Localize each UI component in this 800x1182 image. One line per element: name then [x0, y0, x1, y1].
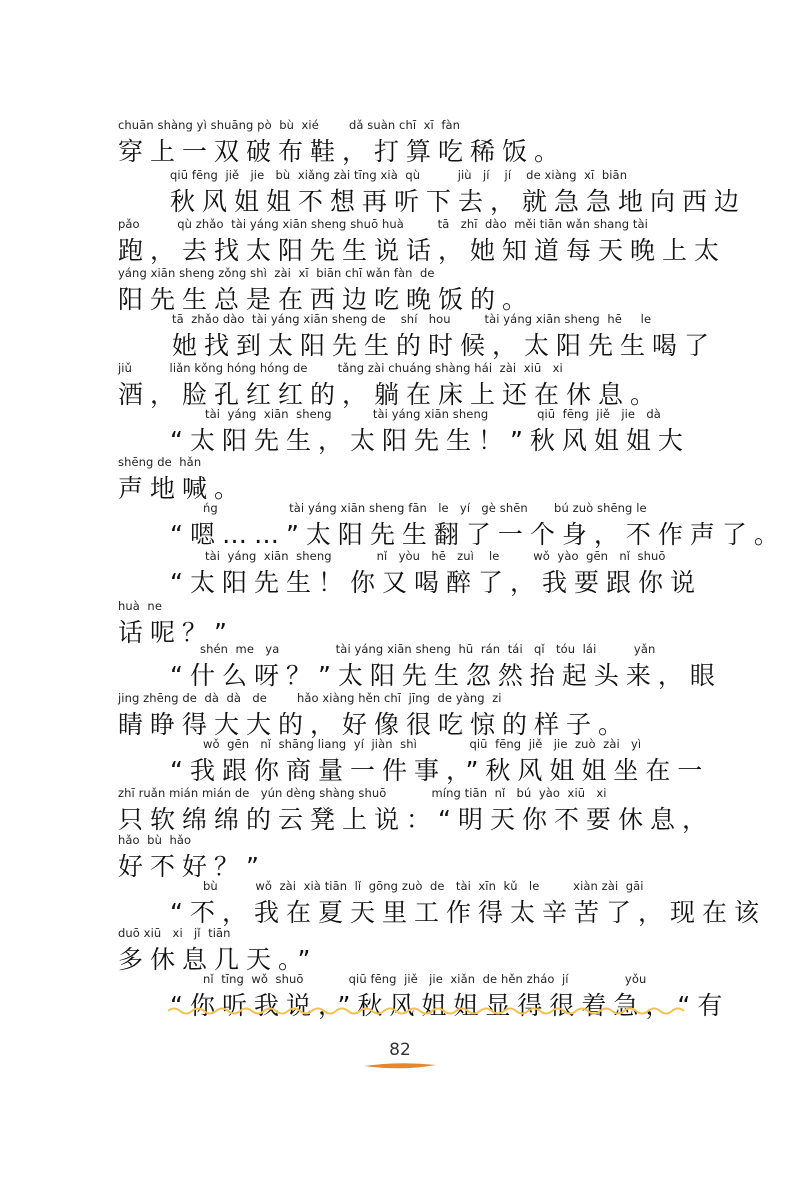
wavy-underline-decoration — [168, 1004, 688, 1018]
pinyin: wǒ gēn nǐ shāng liang yí jiàn shì qiū fēng jiě jie zuò zài yì — [203, 737, 642, 751]
hanzi: 她找到太阳先生的时候，太阳先生喝了 — [172, 331, 717, 360]
pinyin: nǐ tīng wǒ shuō qiū fēng jiě jie xiǎn de hěn zháo jí yǒu — [203, 972, 647, 986]
pinyin: tài yáng xiān sheng nǐ yòu hē zuì le wǒ yào gēn nǐ shuō — [205, 549, 666, 563]
pinyin: zhī ruǎn mián mián de yún dèng shàng shuō míng tiān nǐ bú yào xiū xi — [118, 786, 607, 800]
pinyin: tài yáng xiān sheng tài yáng xiān sheng qiū fēng jiě jie dà — [205, 407, 661, 421]
pinyin: jing zhēng de dà dà de hǎo xiàng hěn chī jīng de yàng zi — [118, 691, 502, 705]
hanzi: “我跟你商量一件事，”秋风姐姐坐在一 — [170, 756, 710, 785]
hanzi: “你听我说，”秋风姐姐显得很着急，“有 — [170, 991, 730, 1020]
hanzi: “太阳先生，太阳先生！”秋风姐姐大 — [170, 426, 690, 455]
hanzi: 秋风姐姐不想再听下去，就急急地向西边 — [170, 187, 747, 216]
hanzi: 好不好？” — [118, 852, 266, 881]
pinyin: hǎo bù hǎo — [118, 833, 192, 847]
pinyin: duō xiū xi jǐ tiān — [118, 926, 231, 940]
pinyin: qiū fēng jiě jie bù xiǎng zài tīng xià qù jiù jí jí de xiàng xī biān — [170, 168, 628, 182]
pinyin: shén me ya tài yáng xiān sheng hū rán tái qǐ tóu lái yǎn — [200, 642, 656, 656]
pinyin: chuān shàng yì shuāng pò bù xié dǎ suàn chī xī fàn — [118, 118, 461, 132]
hanzi: “太阳先生！你又喝醉了，我要跟你说 — [170, 568, 702, 597]
hanzi: 声地喊。 — [118, 474, 247, 503]
hanzi: 跑，去找太阳先生说话，她知道每天晚上太 — [118, 236, 727, 265]
hanzi: 多休息几天。” — [118, 945, 318, 974]
pinyin: ńg tài yáng xiān sheng fān le yí gè shēn bú zuò shēng le — [203, 501, 647, 515]
hanzi: 只软绵绵的云凳上说：“明天你不要休息， — [118, 805, 714, 834]
page-number: 82 — [389, 1040, 411, 1060]
pinyin: yáng xiān sheng zǒng shì zài xī biān chī wǎn fàn de — [118, 266, 435, 280]
hanzi: 阳先生总是在西边吃晚饭的。 — [118, 285, 535, 314]
hanzi: 穿上一双破布鞋，打算吃稀饭。 — [118, 137, 567, 166]
pinyin: shēng de hǎn — [118, 455, 202, 469]
pinyin: huà ne — [118, 599, 162, 613]
hanzi: 睛睁得大大的，好像很吃惊的样子。 — [118, 710, 631, 739]
hanzi: 酒，脸孔红红的，躺在床上还在休息。 — [118, 380, 663, 409]
hanzi: “不，我在夏天里工作得太辛苦了，现在该 — [170, 898, 766, 927]
pinyin: pǎo qù zhǎo tài yáng xiān sheng shuō huà tā zhī dào měi tiān wǎn shang tài — [118, 217, 648, 231]
hanzi: 话呢？” — [118, 618, 234, 647]
page-number-underline-decoration — [360, 1060, 440, 1072]
pinyin: bù wǒ zài xià tiān lǐ gōng zuò de tài xīn kǔ le xiàn zài gāi — [203, 879, 644, 893]
hanzi: “什么呀？”太阳先生忽然抬起头来，眼 — [170, 661, 722, 690]
hanzi: “嗯……”太阳先生翻了一个身，不作声了。 — [170, 520, 786, 549]
pinyin: jiǔ liǎn kǒng hóng hóng de tǎng zài chuáng shàng hái zài xiū xi — [118, 361, 563, 375]
pinyin: tā zhǎo dào tài yáng xiān sheng de shí hou tài yáng xiān sheng hē le — [172, 312, 652, 326]
